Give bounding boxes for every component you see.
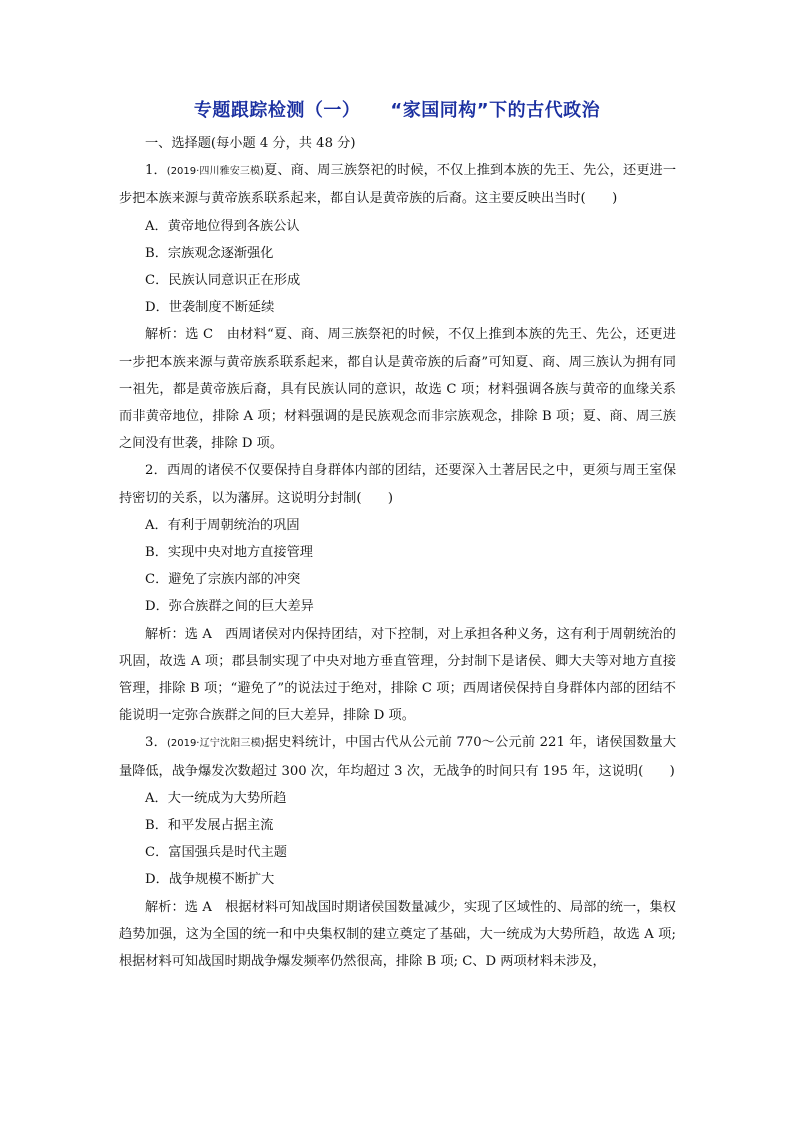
answer-analysis: 解析：选 A 西周诸侯对内保持团结，对下控制，对上承担各种义务，这有利于周朝统治的巩固，故选 A 项；郡县制实现了中央对地方垂直管理，分封制下是诸侯、卿大夫等对地方直接管理，排除 B 项；“避免了”的说法过于绝对，排除 C 项；西周诸侯保持自身群体内部的团结不能说明一定弥合族群之间的巨大差异，排除 D 项。 <box>119 626 676 724</box>
question-source: (2019·四川雅安三模) <box>166 166 264 178</box>
answer-analysis: 解析：选 A 根据材料可知战国时期诸侯国数量减少，实现了区域性的、局部的统一，集权趋势加强，这为全国的统一和中央集权制的建立奠定了基础，大一统成为大势所趋，故选 A 项; 根据材料可知战国时期战争爆发频率仍然很高，排除 B 项; C、D 两项材料未涉及， <box>119 899 676 970</box>
option-b: B．实现中央对地方直接管理 <box>145 545 313 561</box>
question-number: 1． <box>145 163 167 179</box>
question-number: 3． <box>145 735 167 751</box>
title-part-1: 专题跟踪检测（一） <box>193 100 361 121</box>
question-stem <box>119 157 676 212</box>
option-d: D．世袭制度不断延续 <box>145 300 275 316</box>
option-c: C．富国强兵是时代主题 <box>145 845 287 861</box>
question-number: 2． <box>145 463 168 479</box>
option-a: A．有利于周朝统治的巩固 <box>145 517 300 533</box>
question-1 <box>119 157 676 457</box>
option-a: A．大一统成为大势所趋 <box>145 790 287 806</box>
option-c: C．避免了宗族内部的冲突 <box>145 572 301 588</box>
question-stem <box>119 457 676 511</box>
section-heading: 一、选择题(每小题 4 分，共 48 分) <box>145 136 356 151</box>
question-3 <box>119 729 676 975</box>
question-text: 西周的诸侯不仅要保持自身群体内部的团结，还要深入土著居民之中，更须与周王室保持密切的关系，以为藩屏。这说明分封制( ) <box>119 463 677 506</box>
title-part-2: “家国同构”下的古代政治 <box>390 100 601 121</box>
content-body <box>119 130 676 975</box>
question-2 <box>119 457 676 729</box>
question-text: 夏、商、周三族祭祀的时候，不仅上推到本族的先王、先公，还更进一步把本族来源与黄帝族系联系起来，都自认是黄帝族的后裔。这主要反映出当时( ) <box>119 163 677 207</box>
option-d: D．战争规模不断扩大 <box>145 872 275 888</box>
option-b: B．宗族观念逐渐强化 <box>145 245 274 261</box>
option-b: B．和平发展占据主流 <box>145 818 274 834</box>
option-c: C．民族认同意识正在形成 <box>145 273 301 289</box>
answer-analysis: 解析：选 C 由材料“夏、商、周三族祭祀的时候，不仅上推到本族的先王、先公，还更进一步把本族来源与黄帝族系联系起来，都自认是黄帝族的后裔”可知夏、商、周三族认为拥有同一祖先，都是黄帝族后裔，具有民族认同的意识，故选 C 项；材料强调各族与黄帝的血缘关系而非黄帝地位，排除 A 项；材料强调的是民族观念而非宗族观念，排除 B 项；夏、商、周三族之间没有世袭，排除 D 项。 <box>119 327 676 452</box>
page-title <box>0 96 794 122</box>
question-text: 据史料统计，中国古代从公元前 770～公元前 221 年，诸侯国数量大量降低，战争爆发次数超过 300 次，年均超过 3 次，无战争的时间只有 195 年，这说明( ) <box>119 735 677 779</box>
option-d: D．弥合族群之间的巨大差异 <box>145 599 314 615</box>
question-source: (2019·辽宁沈阳三模) <box>166 738 265 750</box>
question-stem <box>119 729 676 784</box>
option-a: A．黄帝地位得到各族公认 <box>145 218 300 234</box>
